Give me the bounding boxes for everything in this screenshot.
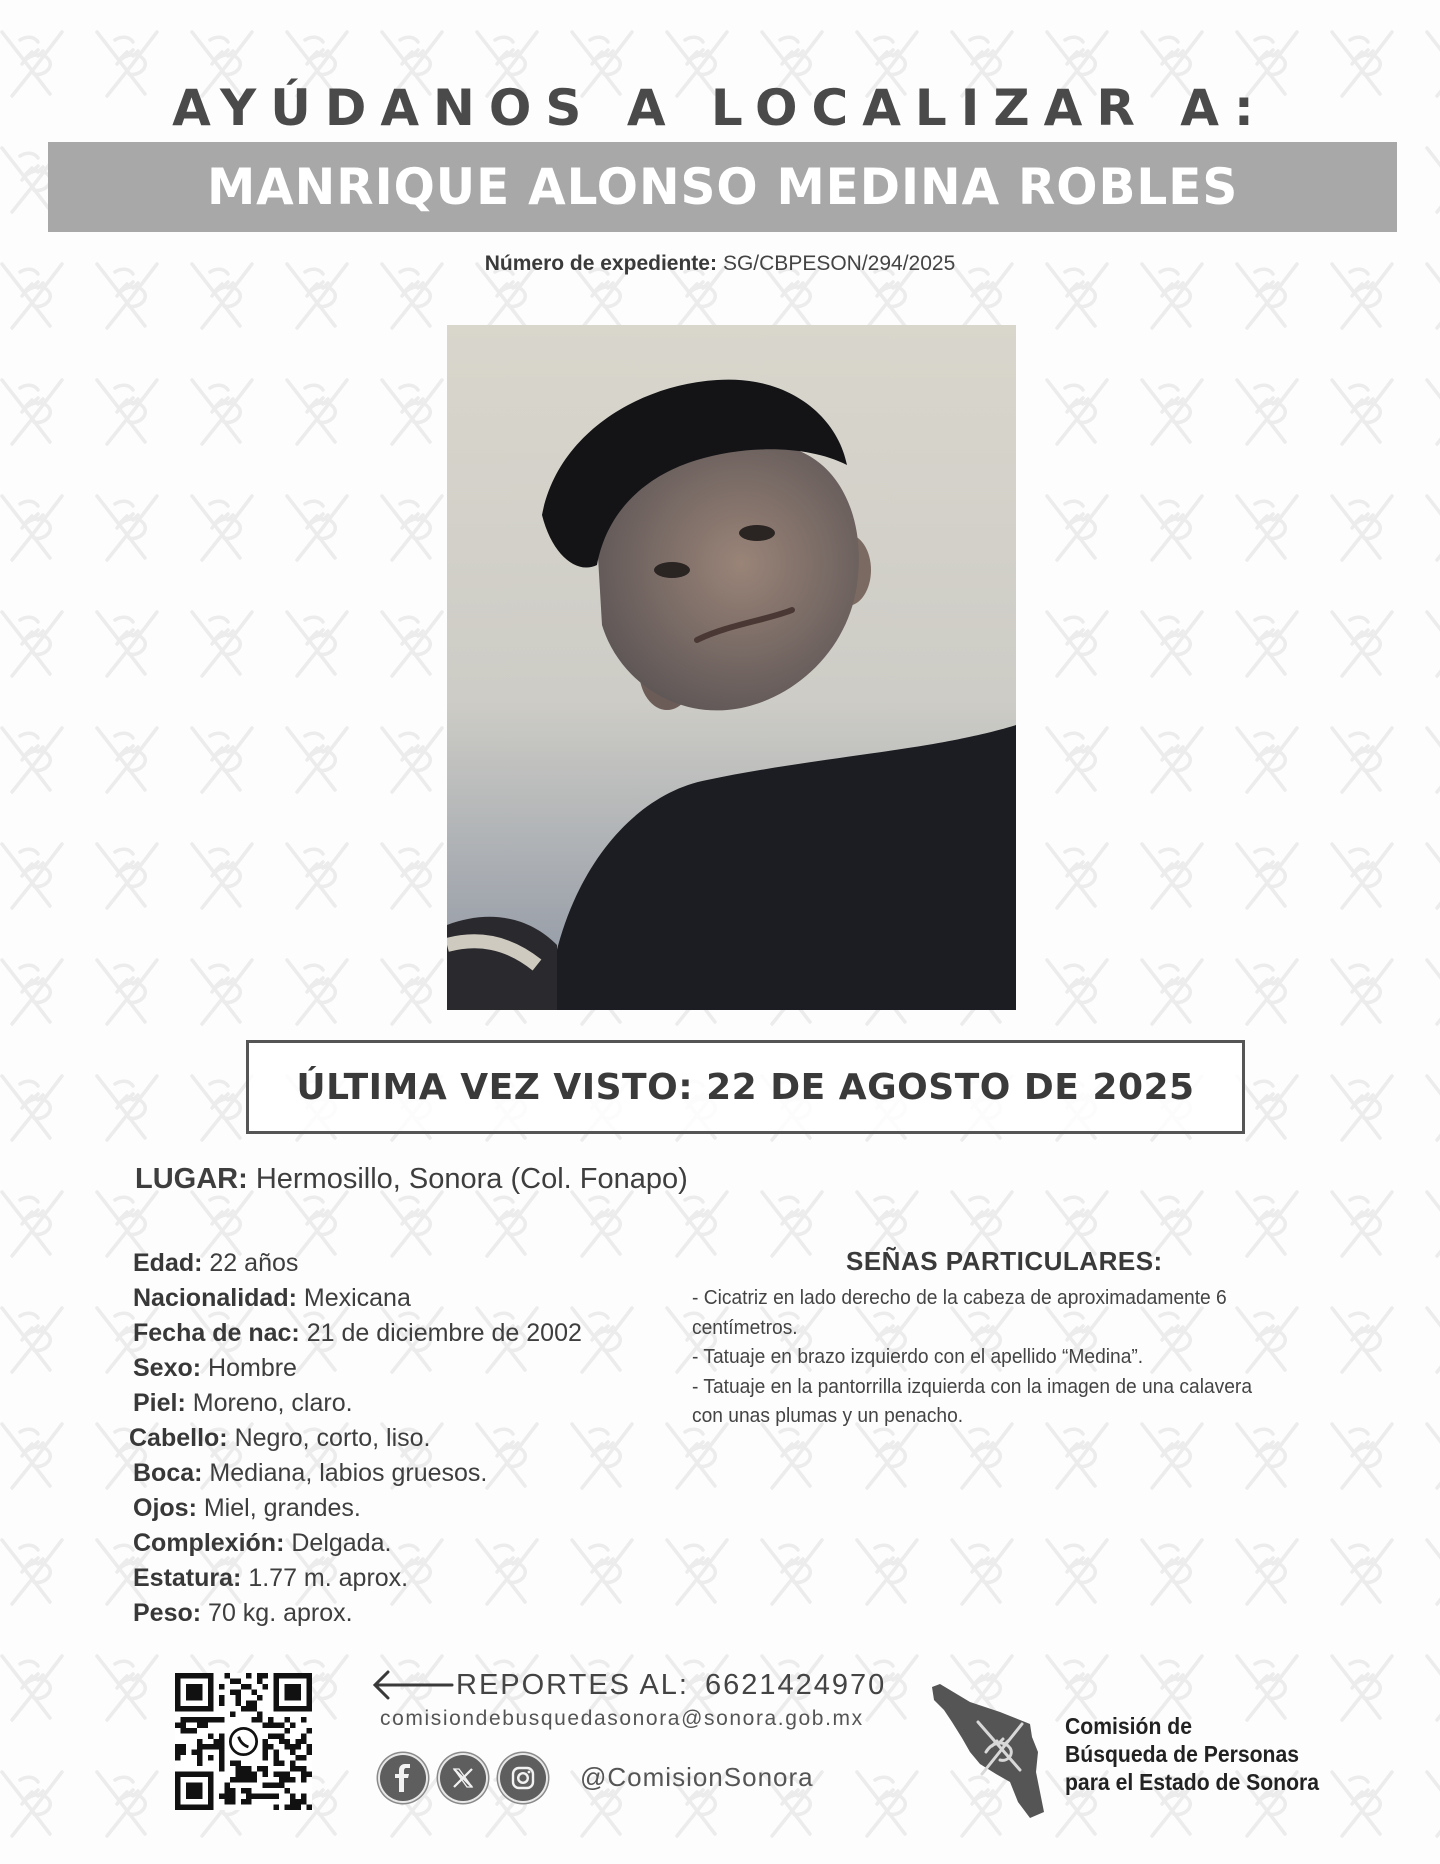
- detail-label: Edad:: [133, 1249, 203, 1277]
- marks-title: SEÑAS PARTICULARES:: [846, 1246, 1163, 1276]
- detail-value: Mediana, labios gruesos.: [209, 1459, 488, 1487]
- person-details: [129, 1246, 582, 1631]
- detail-label: Peso:: [133, 1599, 202, 1627]
- detail-row-mouth: [133, 1456, 582, 1491]
- detail-label: Boca:: [133, 1459, 203, 1487]
- detail-row-build: [133, 1526, 582, 1561]
- qr-code[interactable]: [175, 1673, 312, 1810]
- reports-phone[interactable]: 6621424970: [705, 1668, 887, 1701]
- detail-row-height: [133, 1561, 582, 1596]
- detail-value: Negro, corto, liso.: [234, 1424, 431, 1452]
- arrow-left-icon: [372, 1668, 454, 1702]
- location: [135, 1163, 688, 1196]
- last-seen-box: [246, 1040, 1245, 1134]
- last-seen-text: ÚLTIMA VEZ VISTO: 22 DE AGOSTO DE 2025: [296, 1066, 1195, 1108]
- organization-line: para el Estado de Sonora: [1065, 1769, 1320, 1795]
- detail-value: Moreno, claro.: [192, 1389, 353, 1417]
- detail-row-age: [133, 1246, 582, 1281]
- whatsapp-icon: [226, 1724, 261, 1759]
- detail-row-nationality: [133, 1281, 582, 1316]
- marks-line: - Cicatriz en lado derecho de la cabeza de aproximadamente 6: [692, 1287, 1227, 1309]
- case-number-label: Número de expediente:: [484, 252, 717, 275]
- detail-row-sex: [133, 1351, 582, 1386]
- x-icon[interactable]: [440, 1755, 486, 1801]
- detail-value: Hombre: [208, 1354, 297, 1382]
- person-silhouette: [447, 325, 1016, 1010]
- detail-row-weight: [133, 1596, 582, 1631]
- social-icons: [380, 1755, 546, 1801]
- detail-value: Mexicana: [303, 1284, 411, 1312]
- case-number: [0, 252, 1440, 276]
- location-label: LUGAR:: [135, 1163, 248, 1195]
- instagram-icon[interactable]: [500, 1755, 546, 1801]
- detail-label: Nacionalidad:: [133, 1284, 297, 1312]
- detail-label: Ojos:: [133, 1494, 197, 1522]
- detail-label: Piel:: [133, 1389, 186, 1417]
- detail-value: Delgada.: [291, 1529, 392, 1557]
- detail-value: 21 de diciembre de 2002: [306, 1319, 582, 1347]
- marks-line: con unas plumas y un penacho.: [692, 1405, 964, 1427]
- organization-line: Comisión de: [1065, 1713, 1192, 1739]
- social-handle[interactable]: @ComisionSonora: [580, 1762, 814, 1792]
- organization-line: Búsqueda de Personas: [1065, 1741, 1300, 1767]
- detail-label: Sexo:: [133, 1354, 202, 1382]
- detail-value: 70 kg. aprox.: [208, 1599, 353, 1627]
- headline: AYÚDANOS A LOCALIZAR A:: [172, 79, 1268, 137]
- contact-email[interactable]: comisiondebusquedasonora@sonora.gob.mx: [380, 1707, 864, 1730]
- facebook-icon[interactable]: [380, 1755, 426, 1801]
- detail-row-hair: [129, 1421, 582, 1456]
- sonora-state-logo-icon: [930, 1682, 1045, 1822]
- detail-label: Estatura:: [133, 1564, 242, 1592]
- missing-person-photo: [447, 325, 1016, 1010]
- detail-value: 22 años: [209, 1249, 299, 1277]
- reports-line: [372, 1668, 886, 1702]
- detail-label: Complexión:: [133, 1529, 285, 1557]
- location-value: Hermosillo, Sonora (Col. Fonapo): [255, 1163, 688, 1195]
- case-number-value: SG/CBPESON/294/2025: [722, 252, 956, 275]
- person-name-bar: [48, 142, 1397, 232]
- marks-line: - Tatuaje en brazo izquierdo con el apellido “Medina”.: [692, 1346, 1144, 1368]
- detail-label: Cabello:: [129, 1424, 228, 1452]
- marks-line: centímetros.: [692, 1316, 798, 1339]
- detail-row-eyes: [133, 1491, 582, 1526]
- reports-label: REPORTES AL:: [456, 1668, 689, 1701]
- person-name: MANRIQUE ALONSO MEDINA ROBLES: [206, 158, 1239, 216]
- detail-label: Fecha de nac:: [133, 1319, 300, 1347]
- detail-value: 1.77 m. aprox.: [248, 1564, 409, 1592]
- marks-line: - Tatuaje en la pantorrilla izquierda con la imagen de una calavera: [692, 1375, 1253, 1398]
- detail-value: Miel, grandes.: [203, 1494, 361, 1522]
- detail-row-birthdate: [133, 1316, 582, 1351]
- organization-name: [1065, 1712, 1341, 1796]
- marks-list: [692, 1284, 1392, 1432]
- detail-row-skin: [133, 1386, 582, 1421]
